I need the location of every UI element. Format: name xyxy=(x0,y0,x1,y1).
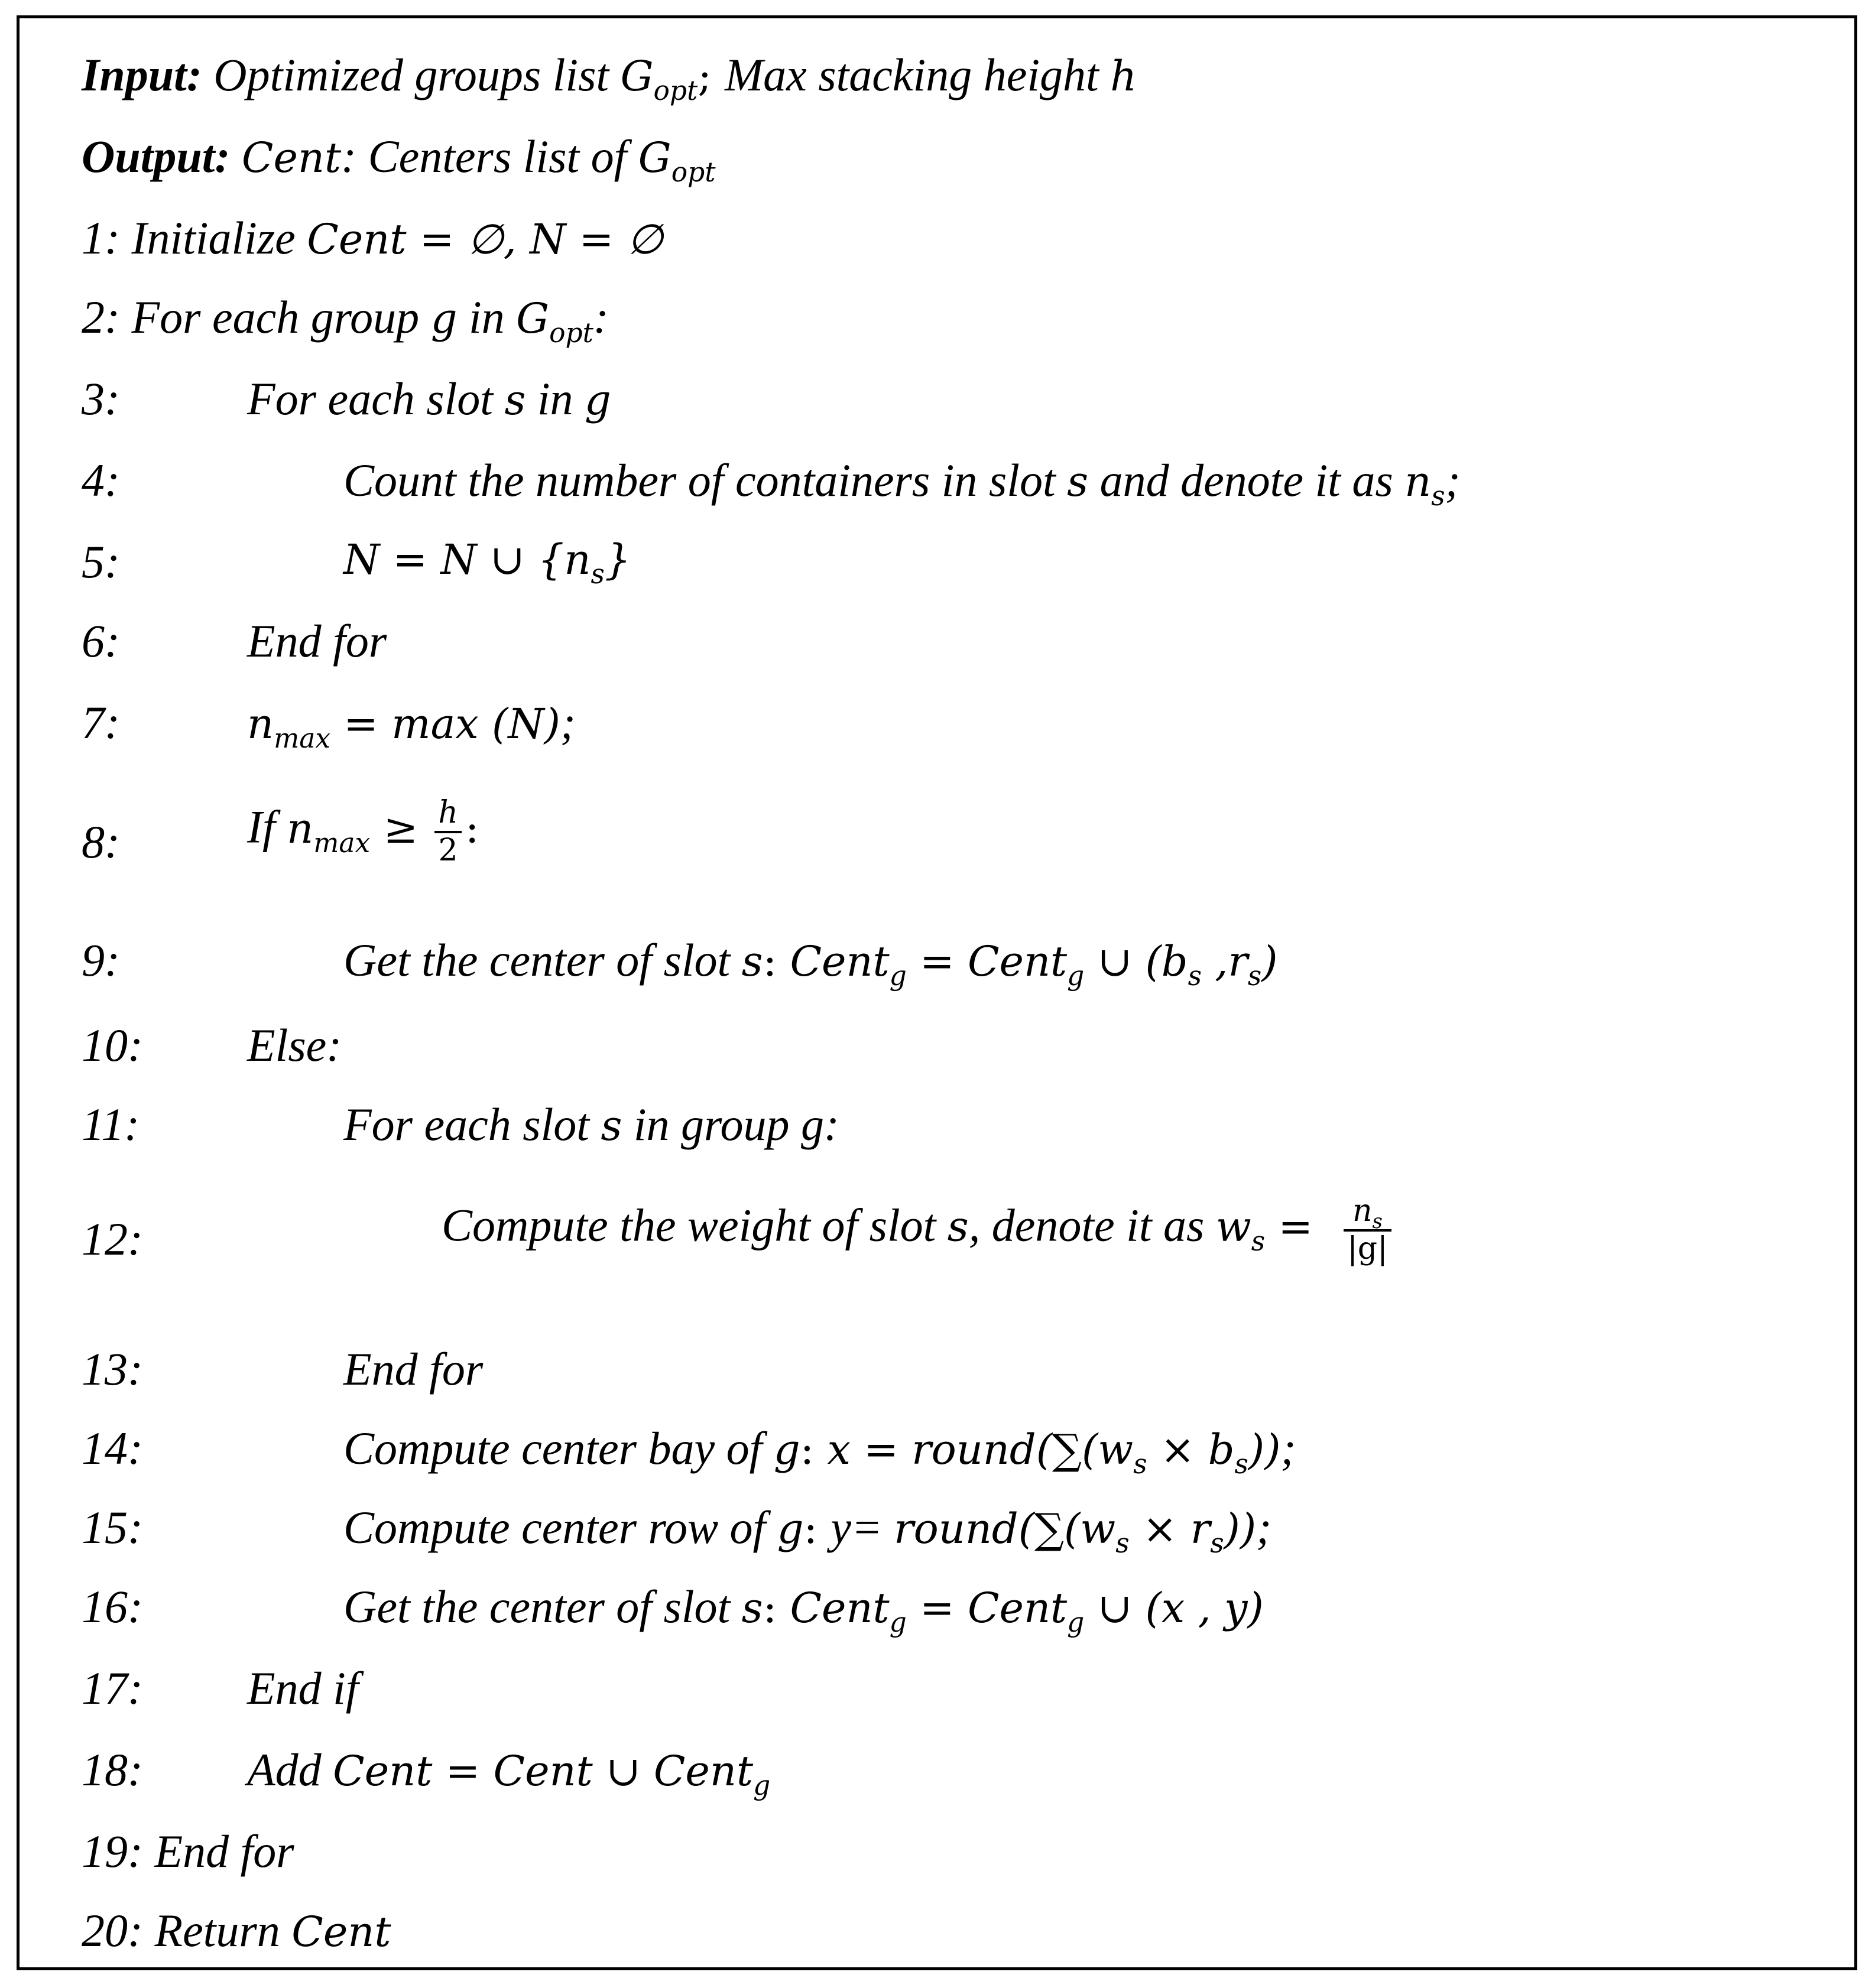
step-number: 14: xyxy=(82,1422,143,1474)
step-number: 7: xyxy=(82,697,120,748)
input-h-symbol: h xyxy=(1110,52,1137,100)
step-number: 1: xyxy=(82,212,120,264)
input-line: Input: Optimized groups list $G_{opt}$; Max stacking height h xyxy=(82,49,1137,106)
input-text: Optimized groups list xyxy=(213,49,621,100)
input-label: Input: xyxy=(82,49,202,100)
step-number: 16: xyxy=(82,1581,143,1632)
fraction-ns-over-g: $\frac{n_s}{|g|}$ xyxy=(1344,1194,1391,1267)
output-line xyxy=(82,131,716,188)
step-number: 20: xyxy=(82,1905,143,1956)
step-number: 17: xyxy=(82,1662,143,1714)
fraction-h-over-2: $\frac{h}{2}$ xyxy=(434,795,462,869)
step-number: 15: xyxy=(82,1502,143,1553)
step-2: 2: For each group g in $G_{opt}$: xyxy=(82,291,609,349)
step-number: 10: xyxy=(82,1019,143,1071)
step-number: 4: xyxy=(82,454,120,506)
step-number: 3: xyxy=(82,373,120,424)
step-20: 20: Return Cent xyxy=(82,1905,391,1956)
step-number: 8: xyxy=(82,816,120,868)
step-19: 19: End for xyxy=(82,1825,294,1877)
step-1: 1: Initialize Cent = ∅, N = ∅ xyxy=(82,212,663,264)
output-cent-symbol: Cent xyxy=(241,134,342,182)
input-text-2: Max stacking height xyxy=(725,49,1111,100)
input-groups-symbol: $G_{opt}$ xyxy=(620,52,698,106)
step-number: 2: xyxy=(82,291,120,343)
step-number: 5: xyxy=(82,536,120,587)
step-number: 9: xyxy=(82,934,120,986)
output-groups-symbol: $G_{opt}$ xyxy=(638,134,716,188)
step-number: 6: xyxy=(82,615,120,667)
step-number: 18: xyxy=(82,1744,143,1795)
step-number: 12: xyxy=(82,1213,143,1265)
step-number: 19: xyxy=(82,1825,143,1877)
step-number: 11: xyxy=(82,1099,140,1150)
output-text: : Centers list of xyxy=(341,131,638,182)
step-number: 13: xyxy=(82,1343,143,1395)
output-label: Output: xyxy=(82,131,231,182)
